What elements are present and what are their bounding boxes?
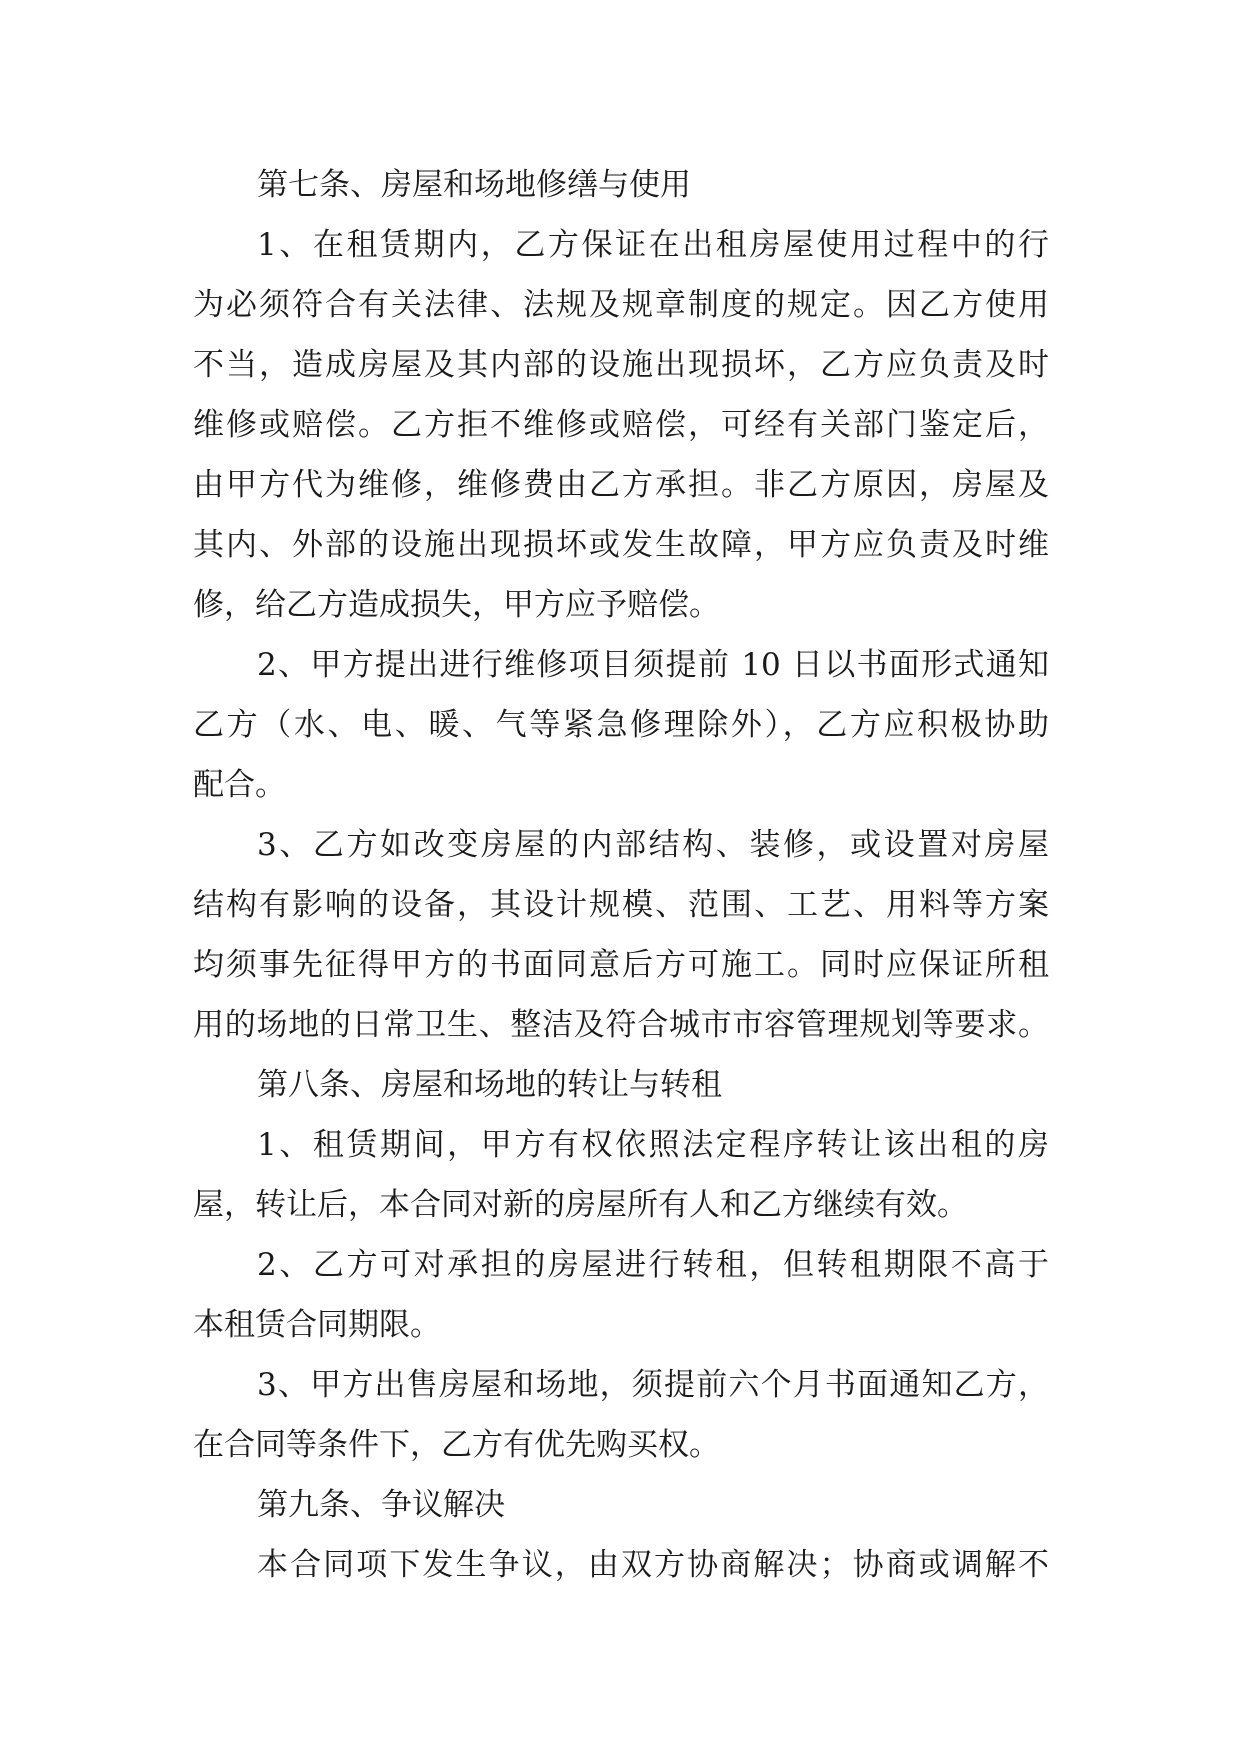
paragraph-line: 1、在租赁期内，乙方保证在出租房屋使用过程中的行 <box>257 227 1049 263</box>
paragraph-line: 本租赁合同期限。 <box>193 1307 441 1343</box>
paragraph-line: 屋，转让后，本合同对新的房屋所有人和乙方继续有效。 <box>193 1187 968 1223</box>
paragraph-line: 其内、外部的设施出现损坏或发生故障，甲方应负责及时维 <box>193 527 1049 563</box>
paragraph-line: 2、乙方可对承担的房屋进行转租，但转租期限不高于 <box>257 1247 1049 1283</box>
paragraph-line: 均须事先征得甲方的书面同意后方可施工。同时应保证所租 <box>193 947 1049 983</box>
paragraph-line: 修，给乙方造成损失，甲方应予赔偿。 <box>193 587 720 623</box>
paragraph-line: 乙方（水、电、暖、气等紧急修理除外），乙方应积极协助 <box>193 707 1049 743</box>
paragraph-line: 3、乙方如改变房屋的内部结构、装修，或设置对房屋 <box>257 827 1049 863</box>
section-heading-8: 第八条、房屋和场地的转让与转租 <box>257 1067 722 1103</box>
section-heading-9: 第九条、争议解决 <box>257 1487 505 1523</box>
section-heading-7: 第七条、房屋和场地修缮与使用 <box>257 167 691 203</box>
paragraph-line: 为必须符合有关法律、法规及规章制度的规定。因乙方使用 <box>193 287 1049 323</box>
paragraph-line: 维修或赔偿。乙方拒不维修或赔偿，可经有关部门鉴定后， <box>193 407 1049 443</box>
paragraph-line: 在合同等条件下，乙方有优先购买权。 <box>193 1427 720 1463</box>
paragraph-line: 用的场地的日常卫生、整洁及符合城市市容管理规划等要求。 <box>193 1007 1049 1043</box>
paragraph-line: 结构有影响的设备，其设计规模、范围、工艺、用料等方案 <box>193 887 1049 923</box>
paragraph-line: 1、租赁期间，甲方有权依照法定程序转让该出租的房 <box>257 1127 1049 1163</box>
paragraph-line: 2、甲方提出进行维修项目须提前 10 日以书面形式通知 <box>257 647 1049 683</box>
paragraph-line: 不当，造成房屋及其内部的设施出现损坏，乙方应负责及时 <box>193 347 1049 383</box>
paragraph-line: 由甲方代为维修，维修费由乙方承担。非乙方原因，房屋及 <box>193 467 1049 503</box>
paragraph-line: 3、甲方出售房屋和场地，须提前六个月书面通知乙方， <box>257 1367 1049 1403</box>
paragraph-line: 本合同项下发生争议，由双方协商解决；协商或调解不 <box>257 1547 1049 1583</box>
paragraph-line: 配合。 <box>193 767 286 803</box>
